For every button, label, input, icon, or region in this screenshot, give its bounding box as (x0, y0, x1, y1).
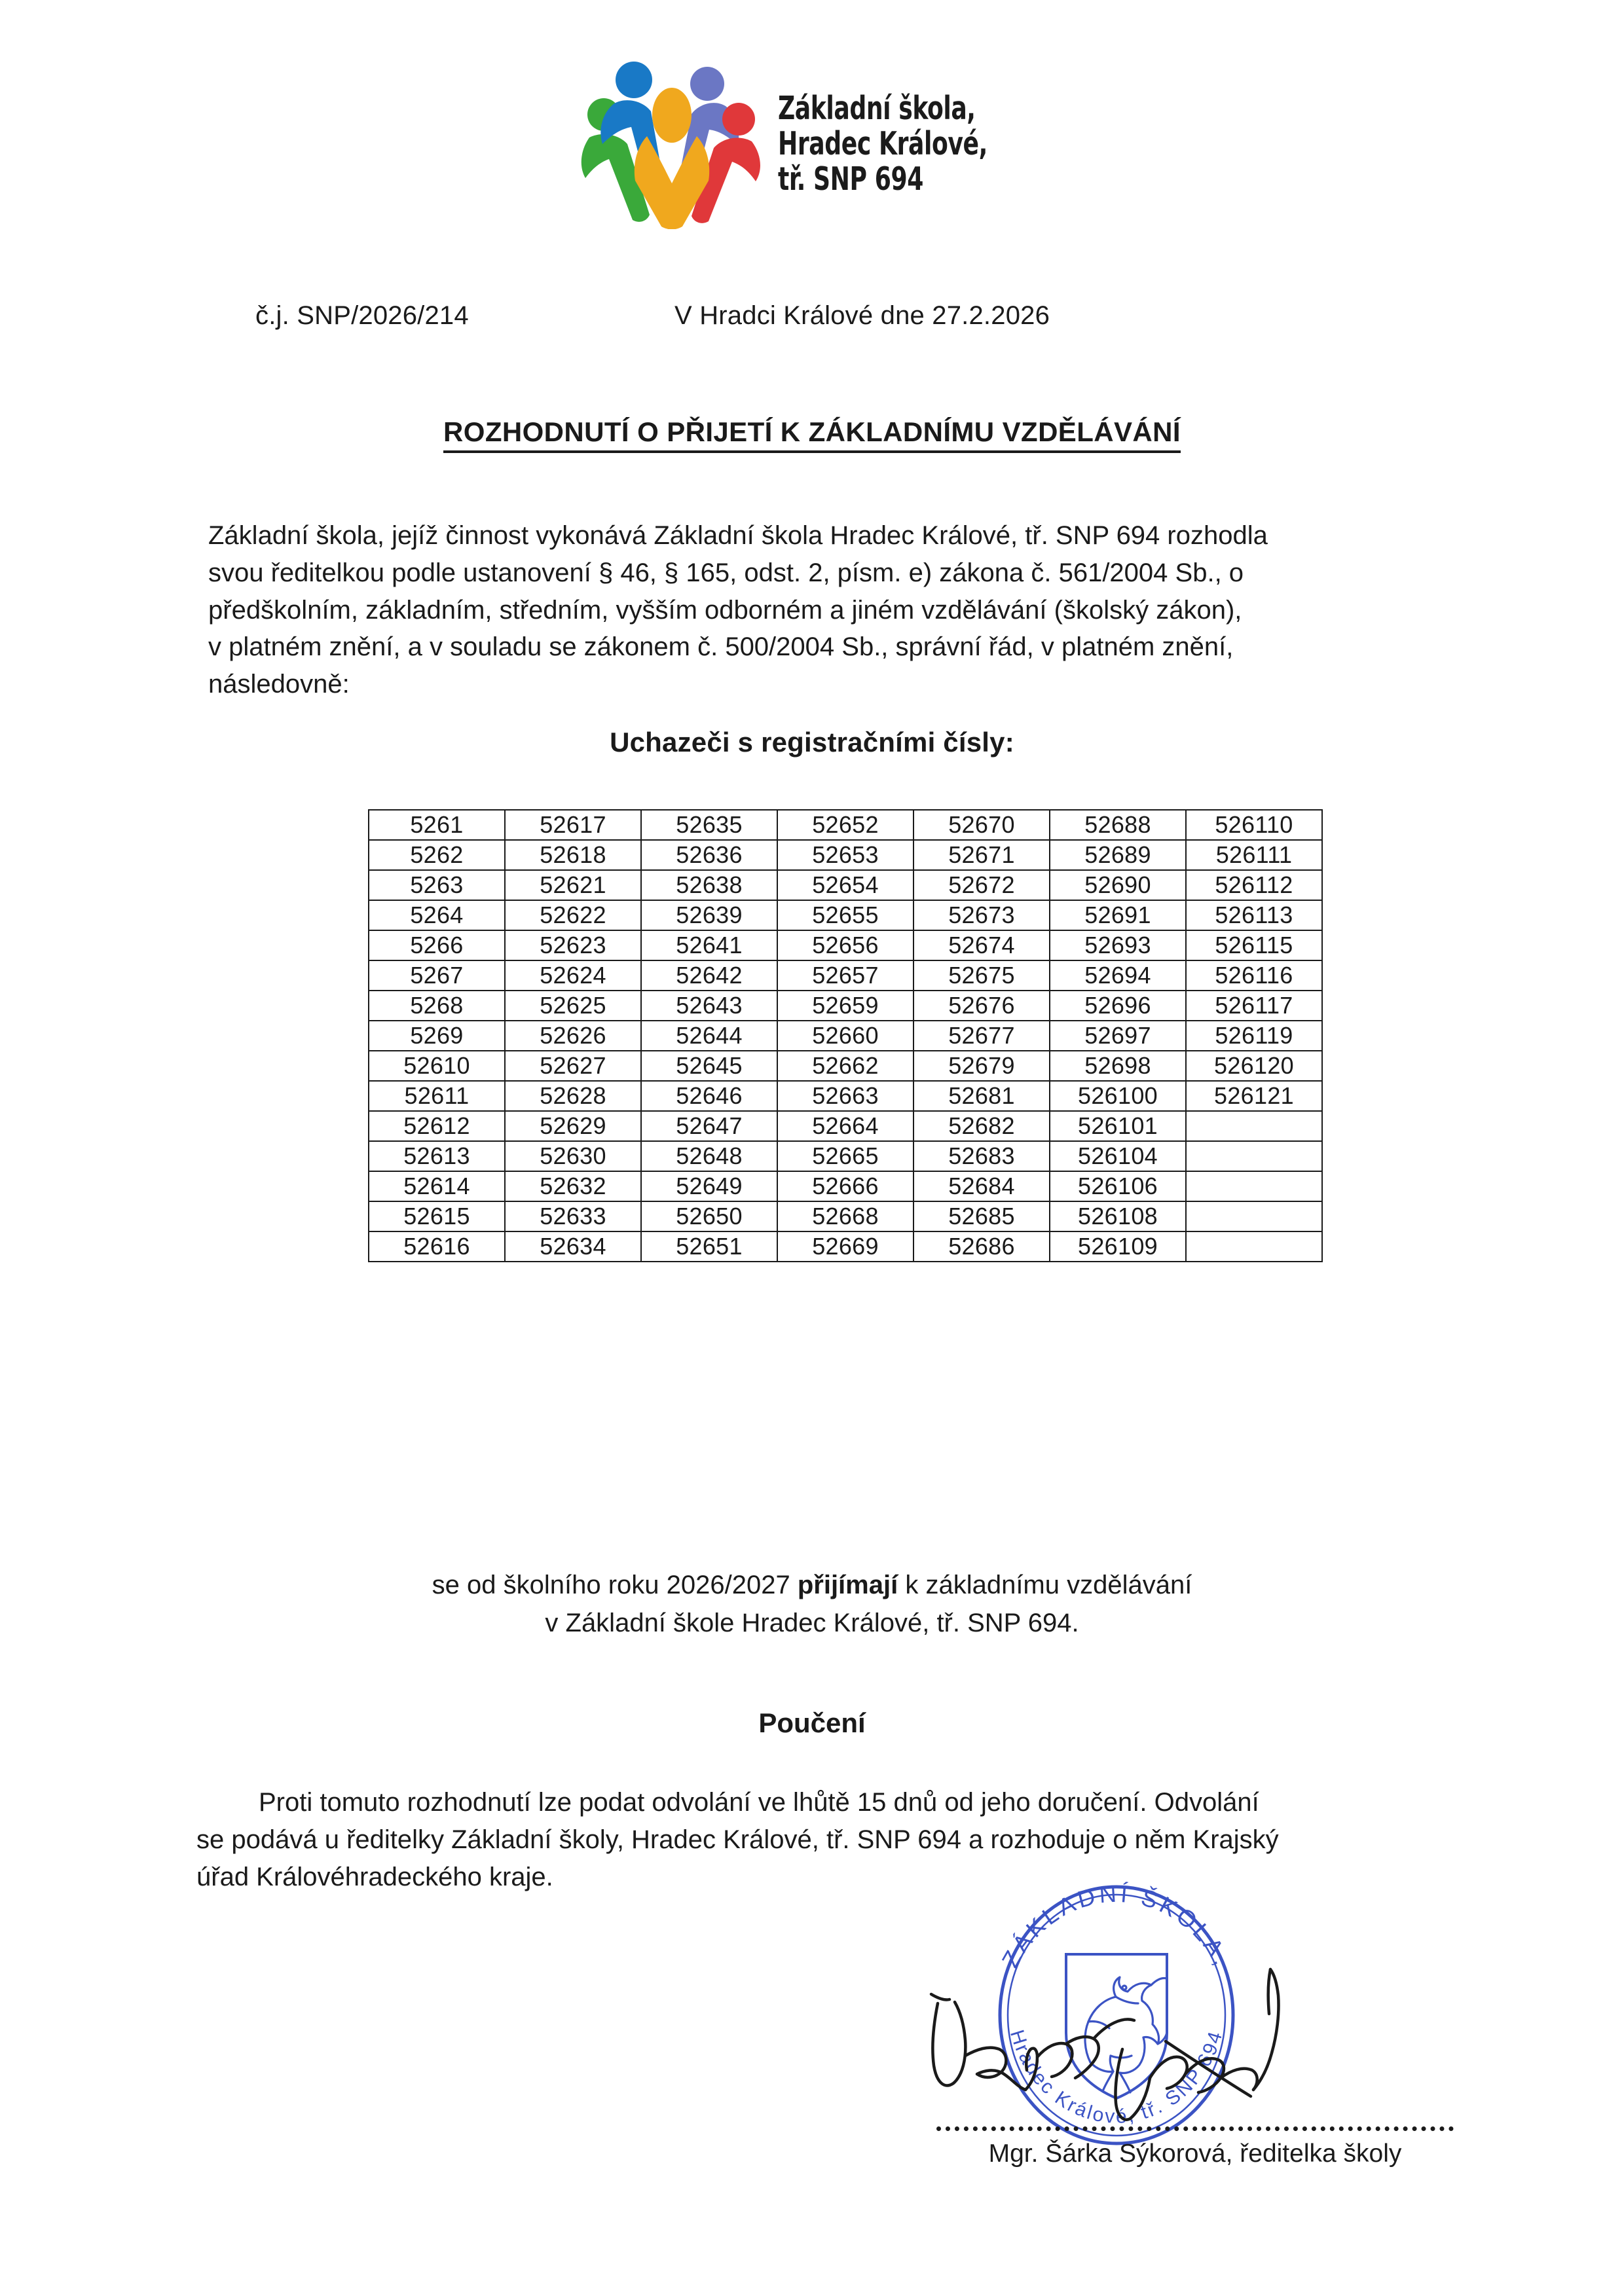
registration-number-cell: 52654 (777, 870, 913, 900)
registration-number-cell: 526110 (1186, 810, 1322, 840)
document-header (255, 301, 1395, 334)
registration-number-cell: 52659 (777, 991, 913, 1021)
instruction-line-1-text: Proti tomuto rozhodnutí lze podat odvolání ve lhůtě 15 dnů od jeho doručení. Odvolání (259, 1788, 1259, 1817)
registration-number-cell: 52689 (1050, 840, 1186, 870)
registration-number-cell: 52617 (505, 810, 641, 840)
registration-number-cell: 52657 (777, 960, 913, 991)
registration-number-cell: 52675 (913, 960, 1050, 991)
acceptance-pre: se od školního roku 2026/2027 (432, 1571, 798, 1599)
table-row (369, 1231, 1322, 1262)
registration-number-cell: 526120 (1186, 1051, 1322, 1081)
registration-number-cell: 526113 (1186, 900, 1322, 930)
svg-text:ZÁKLADNÍ ŠKOLA,: ZÁKLADNÍ ŠKOLA, (996, 1880, 1237, 1972)
registration-number-cell: 52651 (641, 1231, 777, 1262)
intro-line-5: následovně: (208, 670, 350, 699)
page-title (0, 416, 1624, 448)
registration-number-cell: 52688 (1050, 810, 1186, 840)
registration-number-cell: 52649 (641, 1171, 777, 1201)
registration-number-cell: 52686 (913, 1231, 1050, 1262)
table-row (369, 1111, 1322, 1141)
registration-number-cell: 52648 (641, 1141, 777, 1171)
instruction-line-3: úřad Královéhradeckého kraje. (196, 1862, 553, 1891)
registration-number-cell: 52611 (369, 1081, 505, 1111)
registration-number-cell: 52693 (1050, 930, 1186, 960)
table-row (369, 1171, 1322, 1201)
intro-line-4: v platném znění, a v souladu se zákonem č. 500/2004 Sb., správní řád, v platném znění, (208, 632, 1234, 662)
registration-number-cell (1186, 1141, 1322, 1171)
signature-block (936, 1872, 1460, 2200)
registration-number-cell: 52641 (641, 930, 777, 960)
registration-number-cell: 526100 (1050, 1081, 1186, 1111)
instruction-heading: Poučení (758, 1707, 866, 1738)
acceptance-line-1 (0, 1566, 1624, 1604)
table-row (369, 1081, 1322, 1111)
registration-number-cell: 52676 (913, 991, 1050, 1021)
table-row (369, 840, 1322, 870)
registration-number-cell: 52628 (505, 1081, 641, 1111)
registration-number-cell: 52629 (505, 1111, 641, 1141)
table-row (369, 1051, 1322, 1081)
registration-number-cell: 52672 (913, 870, 1050, 900)
registration-number-cell: 52643 (641, 991, 777, 1021)
registration-heading: Uchazeči s registračními čísly: (610, 727, 1014, 757)
acceptance-bold: přijímají (797, 1571, 898, 1599)
official-stamp-icon (956, 1872, 1277, 2154)
registration-number-cell: 52653 (777, 840, 913, 870)
registration-number-cell (1186, 1201, 1322, 1231)
registration-number-cell: 52635 (641, 810, 777, 840)
instruction-line-1 (196, 1784, 1441, 1821)
registration-number-cell: 5267 (369, 960, 505, 991)
registration-number-cell: 5264 (369, 900, 505, 930)
table-row (369, 1141, 1322, 1171)
registration-number-cell: 52652 (777, 810, 913, 840)
registration-number-cell: 52610 (369, 1051, 505, 1081)
registration-number-cell: 526112 (1186, 870, 1322, 900)
registration-number-cell: 526115 (1186, 930, 1322, 960)
intro-paragraph (208, 517, 1446, 703)
registration-number-cell: 52685 (913, 1201, 1050, 1231)
registration-number-cell: 52623 (505, 930, 641, 960)
registration-numbers-table (368, 809, 1323, 1262)
registration-number-cell: 52644 (641, 1021, 777, 1051)
letterhead-line-1: Základní škola, (778, 90, 976, 128)
registration-number-cell: 52690 (1050, 870, 1186, 900)
registration-number-cell: 52612 (369, 1111, 505, 1141)
registration-number-cell: 52616 (369, 1231, 505, 1262)
reference-number: č.j. SNP/2026/214 (255, 301, 469, 330)
registration-number-cell (1186, 1231, 1322, 1262)
registration-number-cell: 52679 (913, 1051, 1050, 1081)
table-row (369, 991, 1322, 1021)
registration-number-cell: 52646 (641, 1081, 777, 1111)
registration-number-cell: 5266 (369, 930, 505, 960)
registration-number-cell: 526109 (1050, 1231, 1186, 1262)
registration-number-cell: 5263 (369, 870, 505, 900)
registration-number-cell: 52642 (641, 960, 777, 991)
registration-number-cell: 52669 (777, 1231, 913, 1262)
registration-number-cell: 52633 (505, 1201, 641, 1231)
signature-line (936, 2126, 1454, 2138)
registration-number-cell: 52665 (777, 1141, 913, 1171)
table-row (369, 1201, 1322, 1231)
registration-number-cell: 526108 (1050, 1201, 1186, 1231)
registration-number-cell: 5268 (369, 991, 505, 1021)
registration-number-cell: 526101 (1050, 1111, 1186, 1141)
registration-number-cell: 52630 (505, 1141, 641, 1171)
registration-number-cell (1186, 1111, 1322, 1141)
registration-number-cell: 5269 (369, 1021, 505, 1051)
registration-number-cell: 52694 (1050, 960, 1186, 991)
place-and-date: V Hradci Králové dne 27.2.2026 (674, 301, 1050, 330)
registration-number-cell: 52632 (505, 1171, 641, 1201)
registration-number-cell: 52636 (641, 840, 777, 870)
registration-number-cell: 52682 (913, 1111, 1050, 1141)
registration-number-cell: 526121 (1186, 1081, 1322, 1111)
registration-number-cell: 52696 (1050, 991, 1186, 1021)
registration-number-cell: 52627 (505, 1051, 641, 1081)
registration-number-cell: 526104 (1050, 1141, 1186, 1171)
registration-number-cell: 52647 (641, 1111, 777, 1141)
registration-number-cell: 52656 (777, 930, 913, 960)
page-title-text: ROZHODNUTÍ O PŘIJETÍ K ZÁKLADNÍMU VZDĚLÁVÁNÍ (443, 416, 1181, 453)
letterhead-line-3: tř. SNP 694 (778, 160, 924, 198)
registration-number-cell: 526111 (1186, 840, 1322, 870)
table-row (369, 960, 1322, 991)
registration-number-cell: 52625 (505, 991, 641, 1021)
registration-number-cell: 52626 (505, 1021, 641, 1051)
registration-number-cell: 52613 (369, 1141, 505, 1171)
registration-number-cell: 52650 (641, 1201, 777, 1231)
table-row (369, 900, 1322, 930)
intro-line-2: svou ředitelkou podle ustanovení § 46, § 165, odst. 2, písm. e) zákona č. 561/2004 Sb., o (208, 558, 1244, 587)
registration-number-cell: 52691 (1050, 900, 1186, 930)
intro-line-1: Základní škola, jejíž činnost vykonává Základní škola Hradec Králové, tř. SNP 694 rozhodla (208, 521, 1268, 550)
registration-number-cell: 52666 (777, 1171, 913, 1201)
registration-number-cell: 526117 (1186, 991, 1322, 1021)
svg-text:Hradec Králové, tř. SNP 694: Hradec Králové, tř. SNP 694 (1005, 2027, 1227, 2128)
registration-number-cell: 52681 (913, 1081, 1050, 1111)
registration-number-cell: 52621 (505, 870, 641, 900)
registration-number-cell: 52670 (913, 810, 1050, 840)
intro-line-3: předškolním, základním, středním, vyšším odborném a jiném vzdělávání (školský zákon), (208, 595, 1242, 625)
registration-number-cell: 52671 (913, 840, 1050, 870)
registration-number-cell: 526116 (1186, 960, 1322, 991)
registration-number-cell (1186, 1171, 1322, 1201)
acceptance-post: k základnímu vzdělávání (898, 1571, 1192, 1599)
table-row (369, 870, 1322, 900)
registration-number-cell: 52683 (913, 1141, 1050, 1171)
registration-number-cell: 52615 (369, 1201, 505, 1231)
registration-number-cell: 52698 (1050, 1051, 1186, 1081)
registration-number-cell: 52684 (913, 1171, 1050, 1201)
table-row (369, 1021, 1322, 1051)
registration-number-cell: 52662 (777, 1051, 913, 1081)
registration-number-cell: 52645 (641, 1051, 777, 1081)
registration-number-cell: 52638 (641, 870, 777, 900)
letterhead (576, 43, 1035, 239)
registration-number-cell: 52660 (777, 1021, 913, 1051)
acceptance-paragraph (0, 1566, 1624, 1642)
registration-number-cell: 5262 (369, 840, 505, 870)
registration-number-cell: 52697 (1050, 1021, 1186, 1051)
letterhead-line-2: Hradec Králové, (778, 125, 988, 163)
table-row (369, 930, 1322, 960)
registration-number-cell: 526106 (1050, 1171, 1186, 1201)
instruction-line-2: se podává u ředitelky Základní školy, Hradec Králové, tř. SNP 694 a rozhoduje o něm Krajský (196, 1825, 1279, 1854)
registration-number-cell: 52668 (777, 1201, 913, 1231)
registration-number-cell: 52677 (913, 1021, 1050, 1051)
registration-number-cell: 52663 (777, 1081, 913, 1111)
registration-number-cell: 52634 (505, 1231, 641, 1262)
signatory-name: Mgr. Šárka Sýkorová, ředitelka školy (988, 2140, 1402, 2168)
school-logo-icon (576, 52, 766, 229)
table-row (369, 810, 1322, 840)
acceptance-line-2: v Základní škole Hradec Králové, tř. SNP 694. (545, 1609, 1079, 1637)
registration-number-cell: 52639 (641, 900, 777, 930)
registration-number-cell: 52624 (505, 960, 641, 991)
registration-number-cell: 52614 (369, 1171, 505, 1201)
registration-number-cell: 52655 (777, 900, 913, 930)
registration-number-cell: 52664 (777, 1111, 913, 1141)
registration-number-cell: 52618 (505, 840, 641, 870)
letterhead-text (778, 85, 1033, 196)
registration-number-cell: 52673 (913, 900, 1050, 930)
registration-number-cell: 52674 (913, 930, 1050, 960)
registration-number-cell: 526119 (1186, 1021, 1322, 1051)
registration-number-cell: 5261 (369, 810, 505, 840)
registration-number-cell: 52622 (505, 900, 641, 930)
